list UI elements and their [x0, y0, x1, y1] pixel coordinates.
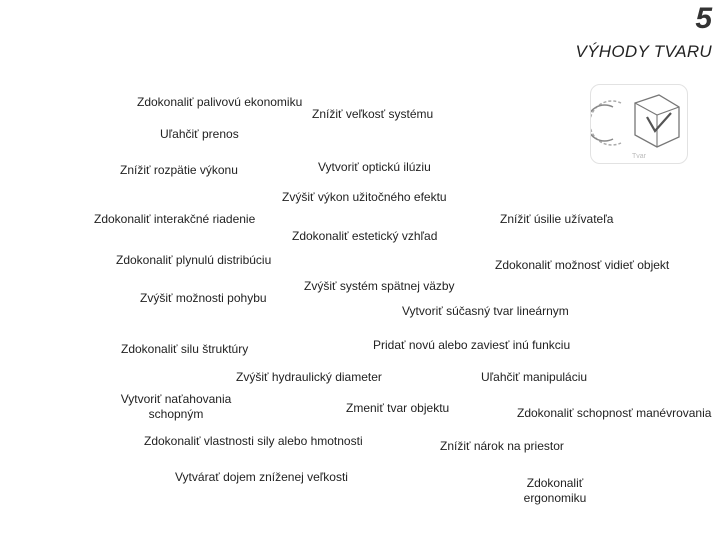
benefit-item: Zvýšiť výkon užitočného efektu: [282, 190, 447, 204]
benefit-item: Zmeniť tvar objektu: [346, 401, 450, 415]
cube-with-check-icon: [591, 85, 687, 163]
benefit-item: Vytvárať dojem zníženej veľkosti: [175, 470, 348, 484]
benefit-item: Pridať novú alebo zaviesť inú funkciu: [373, 338, 571, 352]
benefit-item: Uľahčiť prenos: [160, 127, 239, 141]
benefit-item: Zdokonaliť vlastnosti sily alebo hmotnosti: [144, 434, 363, 448]
benefit-item: Zdokonaliť palivovú ekonomiku: [137, 95, 303, 109]
benefit-item: Zdokonaliť silu štruktúry: [121, 342, 249, 356]
shape-logo: [590, 84, 688, 164]
benefit-item: Zdokonaliť ergonomiku: [523, 476, 587, 505]
benefit-item: Zdokonaliť estetický vzhľad: [292, 229, 438, 243]
benefit-item: Zdokonaliť interakčné riadenie: [94, 212, 256, 226]
benefit-item: Zdokonaliť schopnosť manévrovania: [517, 406, 712, 420]
benefit-item: Zvýšiť systém spätnej väzby: [304, 279, 455, 293]
benefit-item: Vytvoriť súčasný tvar lineárnym: [402, 304, 569, 318]
benefit-item: Vytvoriť optickú ilúziu: [318, 160, 431, 174]
benefit-item: Vytvoriť naťahovania schopným: [120, 392, 232, 421]
benefit-item: Zdokonaliť plynulú distribúciu: [116, 253, 272, 267]
logo-caption: Tvar: [632, 153, 646, 160]
benefit-item: Znížiť veľkosť systému: [312, 107, 434, 121]
slide-number: 5: [695, 2, 712, 35]
benefit-item: Zvýšiť možnosti pohybu: [140, 291, 267, 305]
benefit-item: Znížiť úsilie užívateľa: [500, 212, 614, 226]
benefit-item: Zvýšiť hydraulický diameter: [236, 370, 382, 384]
slide-title: VÝHODY TVARU: [575, 42, 712, 61]
benefit-item: Znížiť nárok na priestor: [440, 439, 564, 453]
benefit-item: Znížiť rozpätie výkonu: [120, 163, 238, 177]
benefit-item: Uľahčiť manipuláciu: [481, 370, 588, 384]
benefit-item: Zdokonaliť možnosť vidieť objekt: [495, 258, 670, 272]
